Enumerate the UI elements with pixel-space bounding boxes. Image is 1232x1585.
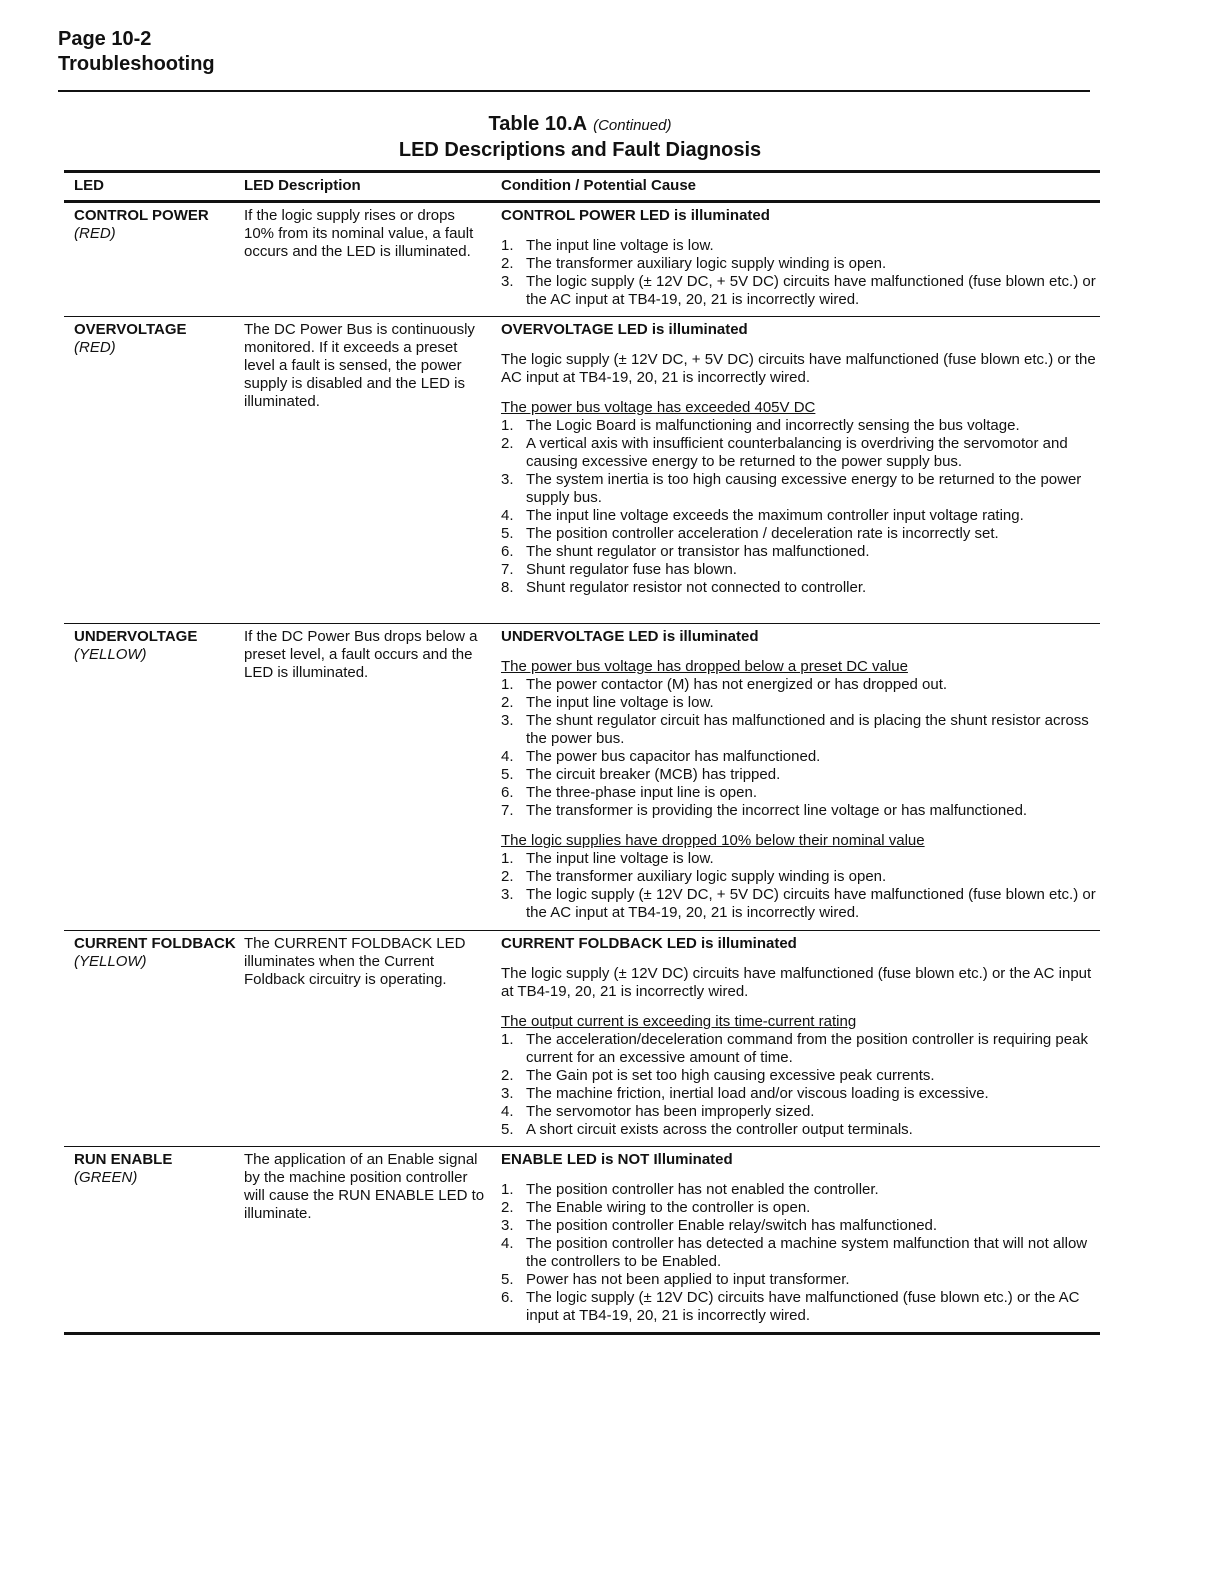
list-item: 7. The transformer is providing the incorrect line voltage or has malfunctioned. (501, 802, 1028, 819)
list-item: 1. The input line voltage is low. (501, 850, 714, 867)
list-item: 3. The machine friction, inertial load and/or viscous loading is excessive. (501, 1085, 989, 1102)
led-description: If the logic supply rises or drops 10% from its nominal value, a fault occurs and the LED is illuminated. (244, 207, 474, 260)
condition-subheading: The output current is exceeding its time-current rating (501, 1013, 857, 1030)
led-name: CURRENT FOLDBACK (74, 935, 236, 952)
condition-subheading: The logic supplies have dropped 10% below their nominal value (501, 832, 925, 849)
row-divider (64, 623, 1100, 624)
table-top-rule (64, 170, 1100, 173)
led-color: (GREEN) (74, 1169, 138, 1186)
led-cell (74, 207, 244, 243)
led-color: (YELLOW) (74, 953, 147, 970)
led-description: The CURRENT FOLDBACK LED illuminates when the Current Foldback circuitry is operating. (244, 935, 466, 988)
page-number: Page 10-2 (58, 28, 152, 50)
led-description: If the DC Power Bus drops below a preset level, a fault occurs and the LED is illuminated. (244, 628, 478, 681)
condition-heading: UNDERVOLTAGE LED is illuminated (501, 628, 759, 645)
list-item: 3. The position controller Enable relay/switch has malfunctioned. (501, 1217, 938, 1234)
condition-heading: ENABLE LED is NOT Illuminated (501, 1151, 733, 1168)
list-item: 1. The position controller has not enabled the controller. (501, 1181, 879, 1198)
list-item: 4. The position controller has detected a machine system malfunction that will not allow the controllers to be Enabled. (501, 1235, 1088, 1270)
condition-subheading: The power bus voltage has exceeded 405V DC (501, 399, 816, 416)
list-item: 8. Shunt regulator resistor not connected to controller. (501, 579, 867, 596)
condition-heading: CURRENT FOLDBACK LED is illuminated (501, 935, 797, 952)
led-cell (74, 1151, 244, 1187)
list-item: 2. The Gain pot is set too high causing excessive peak currents. (501, 1067, 935, 1084)
list-item: 3. The logic supply (± 12V DC, + 5V DC) circuits have malfunctioned (fuse blown etc.) or the AC input at TB4-19, 20, 21 is incorrectly wired. (501, 886, 1096, 921)
list-item: 4. The power bus capacitor has malfunctioned. (501, 748, 821, 765)
list-item: 2. The transformer auxiliary logic supply winding is open. (501, 868, 887, 885)
list-item: 7. Shunt regulator fuse has blown. (501, 561, 737, 578)
condition-cell (501, 321, 1100, 597)
led-name: CONTROL POWER (74, 207, 209, 224)
led-name: RUN ENABLE (74, 1151, 173, 1168)
led-description: The application of an Enable signal by the machine position controller will cause the RUN ENABLE LED to illuminate. (244, 1151, 485, 1222)
list-item: 2. The input line voltage is low. (501, 694, 714, 711)
row-divider (64, 1146, 1100, 1147)
condition-subheading: The power bus voltage has dropped below a preset DC value (501, 658, 908, 675)
row-divider (64, 930, 1100, 931)
table-header-rule (64, 200, 1100, 203)
table-subtitle: LED Descriptions and Fault Diagnosis (398, 139, 762, 161)
list-item: 5. The circuit breaker (MCB) has tripped. (501, 766, 781, 783)
led-cell (74, 321, 244, 357)
condition-heading: OVERVOLTAGE LED is illuminated (501, 321, 748, 338)
cause-list (501, 417, 1100, 597)
table-bottom-rule (64, 1332, 1100, 1335)
led-description: The DC Power Bus is continuously monitored. If it exceeds a preset level a fault is sensed, the power supply is disabled and the LED is illuminated. (244, 321, 475, 410)
list-item: 1. The acceleration/deceleration command from the position controller is requiring peak current for an excessive amount of time. (501, 1031, 1088, 1066)
led-cell (74, 628, 244, 664)
list-item: 4. The input line voltage exceeds the maximum controller input voltage rating. (501, 507, 1024, 524)
led-color: (RED) (74, 339, 116, 356)
column-header-description: LED Description (244, 177, 361, 194)
condition-text: The logic supply (± 12V DC, + 5V DC) circuits have malfunctioned (fuse blown etc.) or the AC input at TB4-19, 20, 21 is incorrectly wired. (501, 351, 1096, 386)
column-header-led: LED (74, 177, 104, 194)
list-item: 3. The system inertia is too high causing excessive energy to be returned to the power supply bus. (501, 471, 1082, 506)
led-cell (74, 935, 244, 971)
table-continued: (Continued) (593, 117, 672, 134)
list-item: 5. Power has not been applied to input transformer. (501, 1271, 850, 1288)
list-item: 6. The logic supply (± 12V DC) circuits have malfunctioned (fuse blown etc.) or the AC input at TB4-19, 20, 21 is incorrectly wired. (501, 1289, 1080, 1324)
condition-cell (501, 628, 1100, 922)
row-divider (64, 316, 1100, 317)
condition-cell (501, 207, 1100, 309)
list-item: 1. The Logic Board is malfunctioning and incorrectly sensing the bus voltage. (501, 417, 1020, 434)
led-name: OVERVOLTAGE (74, 321, 187, 338)
list-item: 5. A short circuit exists across the controller output terminals. (501, 1121, 913, 1138)
list-item: 6. The shunt regulator or transistor has malfunctioned. (501, 543, 870, 560)
list-item: 4. The servomotor has been improperly sized. (501, 1103, 815, 1120)
list-item: 1. The power contactor (M) has not energized or has dropped out. (501, 676, 948, 693)
cause-list (501, 850, 1100, 922)
list-item: 5. The position controller acceleration / deceleration rate is incorrectly set. (501, 525, 999, 542)
list-item: 3. The shunt regulator circuit has malfunctioned and is placing the shunt resistor across the power bus. (501, 712, 1089, 747)
list-item: 1. The input line voltage is low. (501, 237, 714, 254)
cause-list (501, 1031, 1100, 1139)
column-header-condition: Condition / Potential Cause (501, 177, 697, 194)
cause-list (501, 237, 1100, 309)
led-color: (YELLOW) (74, 646, 147, 663)
condition-cell (501, 935, 1100, 1139)
list-item: 6. The three-phase input line is open. (501, 784, 757, 801)
cause-list (501, 676, 1100, 820)
table-number: Table 10.A (488, 113, 588, 135)
condition-heading: CONTROL POWER LED is illuminated (501, 207, 770, 224)
led-name: UNDERVOLTAGE (74, 628, 198, 645)
table-title (300, 112, 860, 163)
led-color: (RED) (74, 225, 116, 242)
condition-cell (501, 1151, 1100, 1325)
list-item: 2. The transformer auxiliary logic supply winding is open. (501, 255, 887, 272)
condition-text: The logic supply (± 12V DC) circuits have malfunctioned (fuse blown etc.) or the AC input at TB4-19, 20, 21 is incorrectly wired. (501, 965, 1092, 1000)
list-item: 2. The Enable wiring to the controller is open. (501, 1199, 811, 1216)
list-item: 3. The logic supply (± 12V DC, + 5V DC) circuits have malfunctioned (fuse blown etc.) or the AC input at TB4-19, 20, 21 is incorrectly wired. (501, 273, 1096, 308)
section-title: Troubleshooting (58, 53, 215, 75)
cause-list (501, 1181, 1100, 1325)
list-item: 2. A vertical axis with insufficient counterbalancing is overdriving the servomotor and causing excessive energy to be returned to the power supply bus. (501, 435, 1068, 470)
page-header (58, 27, 215, 77)
header-rule (58, 90, 1090, 92)
